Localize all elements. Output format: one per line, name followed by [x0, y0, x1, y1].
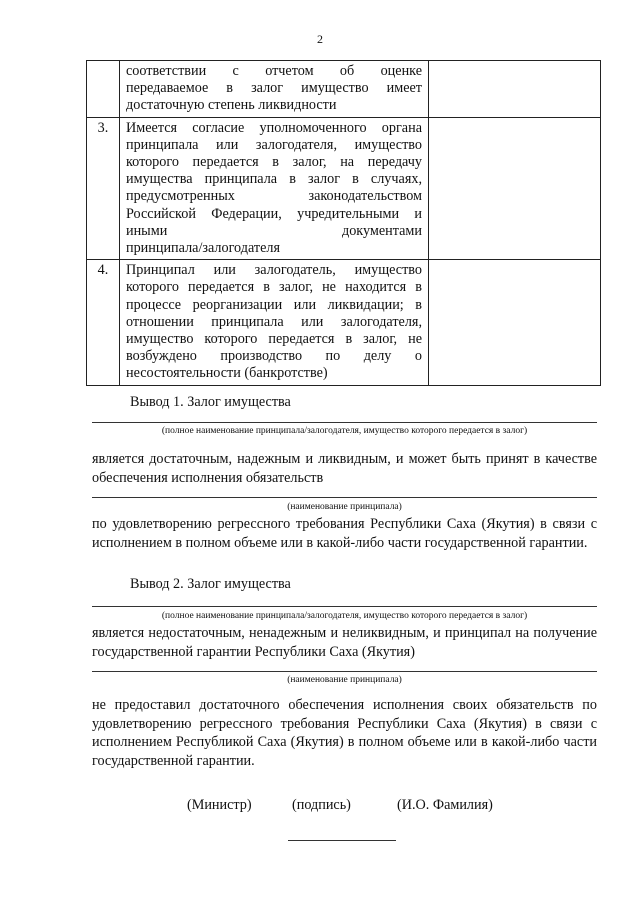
signature-line	[288, 840, 396, 841]
criterion-line: возбуждено производство по делу о	[126, 348, 422, 365]
conclusion1-text-2: по удовлетворению регрессного требования Республики Саха (Якутия) в связи с исполнением в полном объеме или в какой-либо части государственной гарантии.	[92, 516, 597, 551]
criterion-line: которого передается в залог, на передачу	[126, 154, 422, 171]
criterion-line: предусмотренных законодательством	[126, 188, 422, 205]
criterion-line: процессе реорганизации или ликвидации; в	[126, 296, 422, 313]
criterion-line: Имеется согласие уполномоченного органа	[126, 119, 422, 136]
table-row	[87, 260, 601, 385]
criterion-line: имущество которого передается в залог, не	[126, 331, 422, 348]
empty-cell	[429, 61, 601, 118]
criterion-text	[120, 260, 429, 385]
blank-line	[92, 671, 597, 672]
signature-minister: (Министр)	[187, 797, 252, 813]
blank-line	[92, 422, 597, 423]
table-row	[87, 61, 601, 118]
criterion-line: Российской Федерации, учредительными и	[126, 205, 422, 222]
blank-line	[92, 606, 597, 607]
criterion-line: соответствии с отчетом об оценке	[126, 63, 422, 79]
conclusion2-text-2: не предоставил достаточного обеспечения исполнения своих обязательств по удовлетворению регрессного требования Республики Саха (Якутия) в связи с исполнением Республикой Саха (Якутия) в полном объеме или в какой-либо части государственной гарантии.	[92, 697, 597, 769]
row-number: 3.	[87, 117, 120, 260]
signature-sign: (подпись)	[292, 797, 351, 813]
caption-principal-name: (наименование принципала)	[287, 502, 402, 512]
caption-principal-full-name: (полное наименование принципала/залогодателя, имущество которого передается в залог)	[161, 611, 528, 621]
conclusion2-heading: Вывод 2. Залог имущества	[130, 576, 291, 592]
criterion-line: иными документами	[126, 222, 422, 239]
criterion-line: достаточную степень ликвидности	[126, 97, 337, 114]
conclusion1-heading: Вывод 1. Залог имущества	[130, 394, 291, 410]
criterion-line: несостоятельности (банкротстве)	[126, 365, 328, 382]
table-row	[87, 117, 601, 260]
criterion-line: имущества принципала в залог в случаях,	[126, 171, 422, 188]
criterion-line: которого передается в залог, не находится в	[126, 279, 422, 296]
caption-principal-name: (наименование принципала)	[287, 675, 402, 685]
conclusion2-text: является недостаточным, ненадежным и неликвидным, и принципал на получение государственной гарантии Республики Саха (Якутия)	[92, 625, 597, 660]
page-number: 2	[317, 32, 323, 46]
row-number	[87, 61, 120, 118]
blank-line	[92, 497, 597, 498]
criterion-line: отношении принципала или залогодателя,	[126, 313, 422, 330]
criterion-line: принципала/залогодателя	[126, 240, 280, 257]
empty-cell	[429, 260, 601, 385]
criterion-text	[120, 117, 429, 260]
criterion-line: принципала или залогодателя, имущество	[126, 136, 422, 153]
caption-principal-full-name: (полное наименование принципала/залогодателя, имущество которого передается в залог)	[161, 426, 528, 436]
criterion-line: Принципал или залогодатель, имущество	[126, 262, 422, 279]
empty-cell	[429, 117, 601, 260]
criterion-line: передаваемое в залог имущество имеет	[126, 80, 422, 97]
signature-name: (И.О. Фамилия)	[397, 797, 493, 813]
criterion-text	[120, 61, 429, 118]
criteria-table	[86, 60, 601, 386]
conclusion1-text: является достаточным, надежным и ликвидным, и может быть принят в качестве обеспечения исполнения обязательств	[92, 451, 597, 486]
row-number: 4.	[87, 260, 120, 385]
